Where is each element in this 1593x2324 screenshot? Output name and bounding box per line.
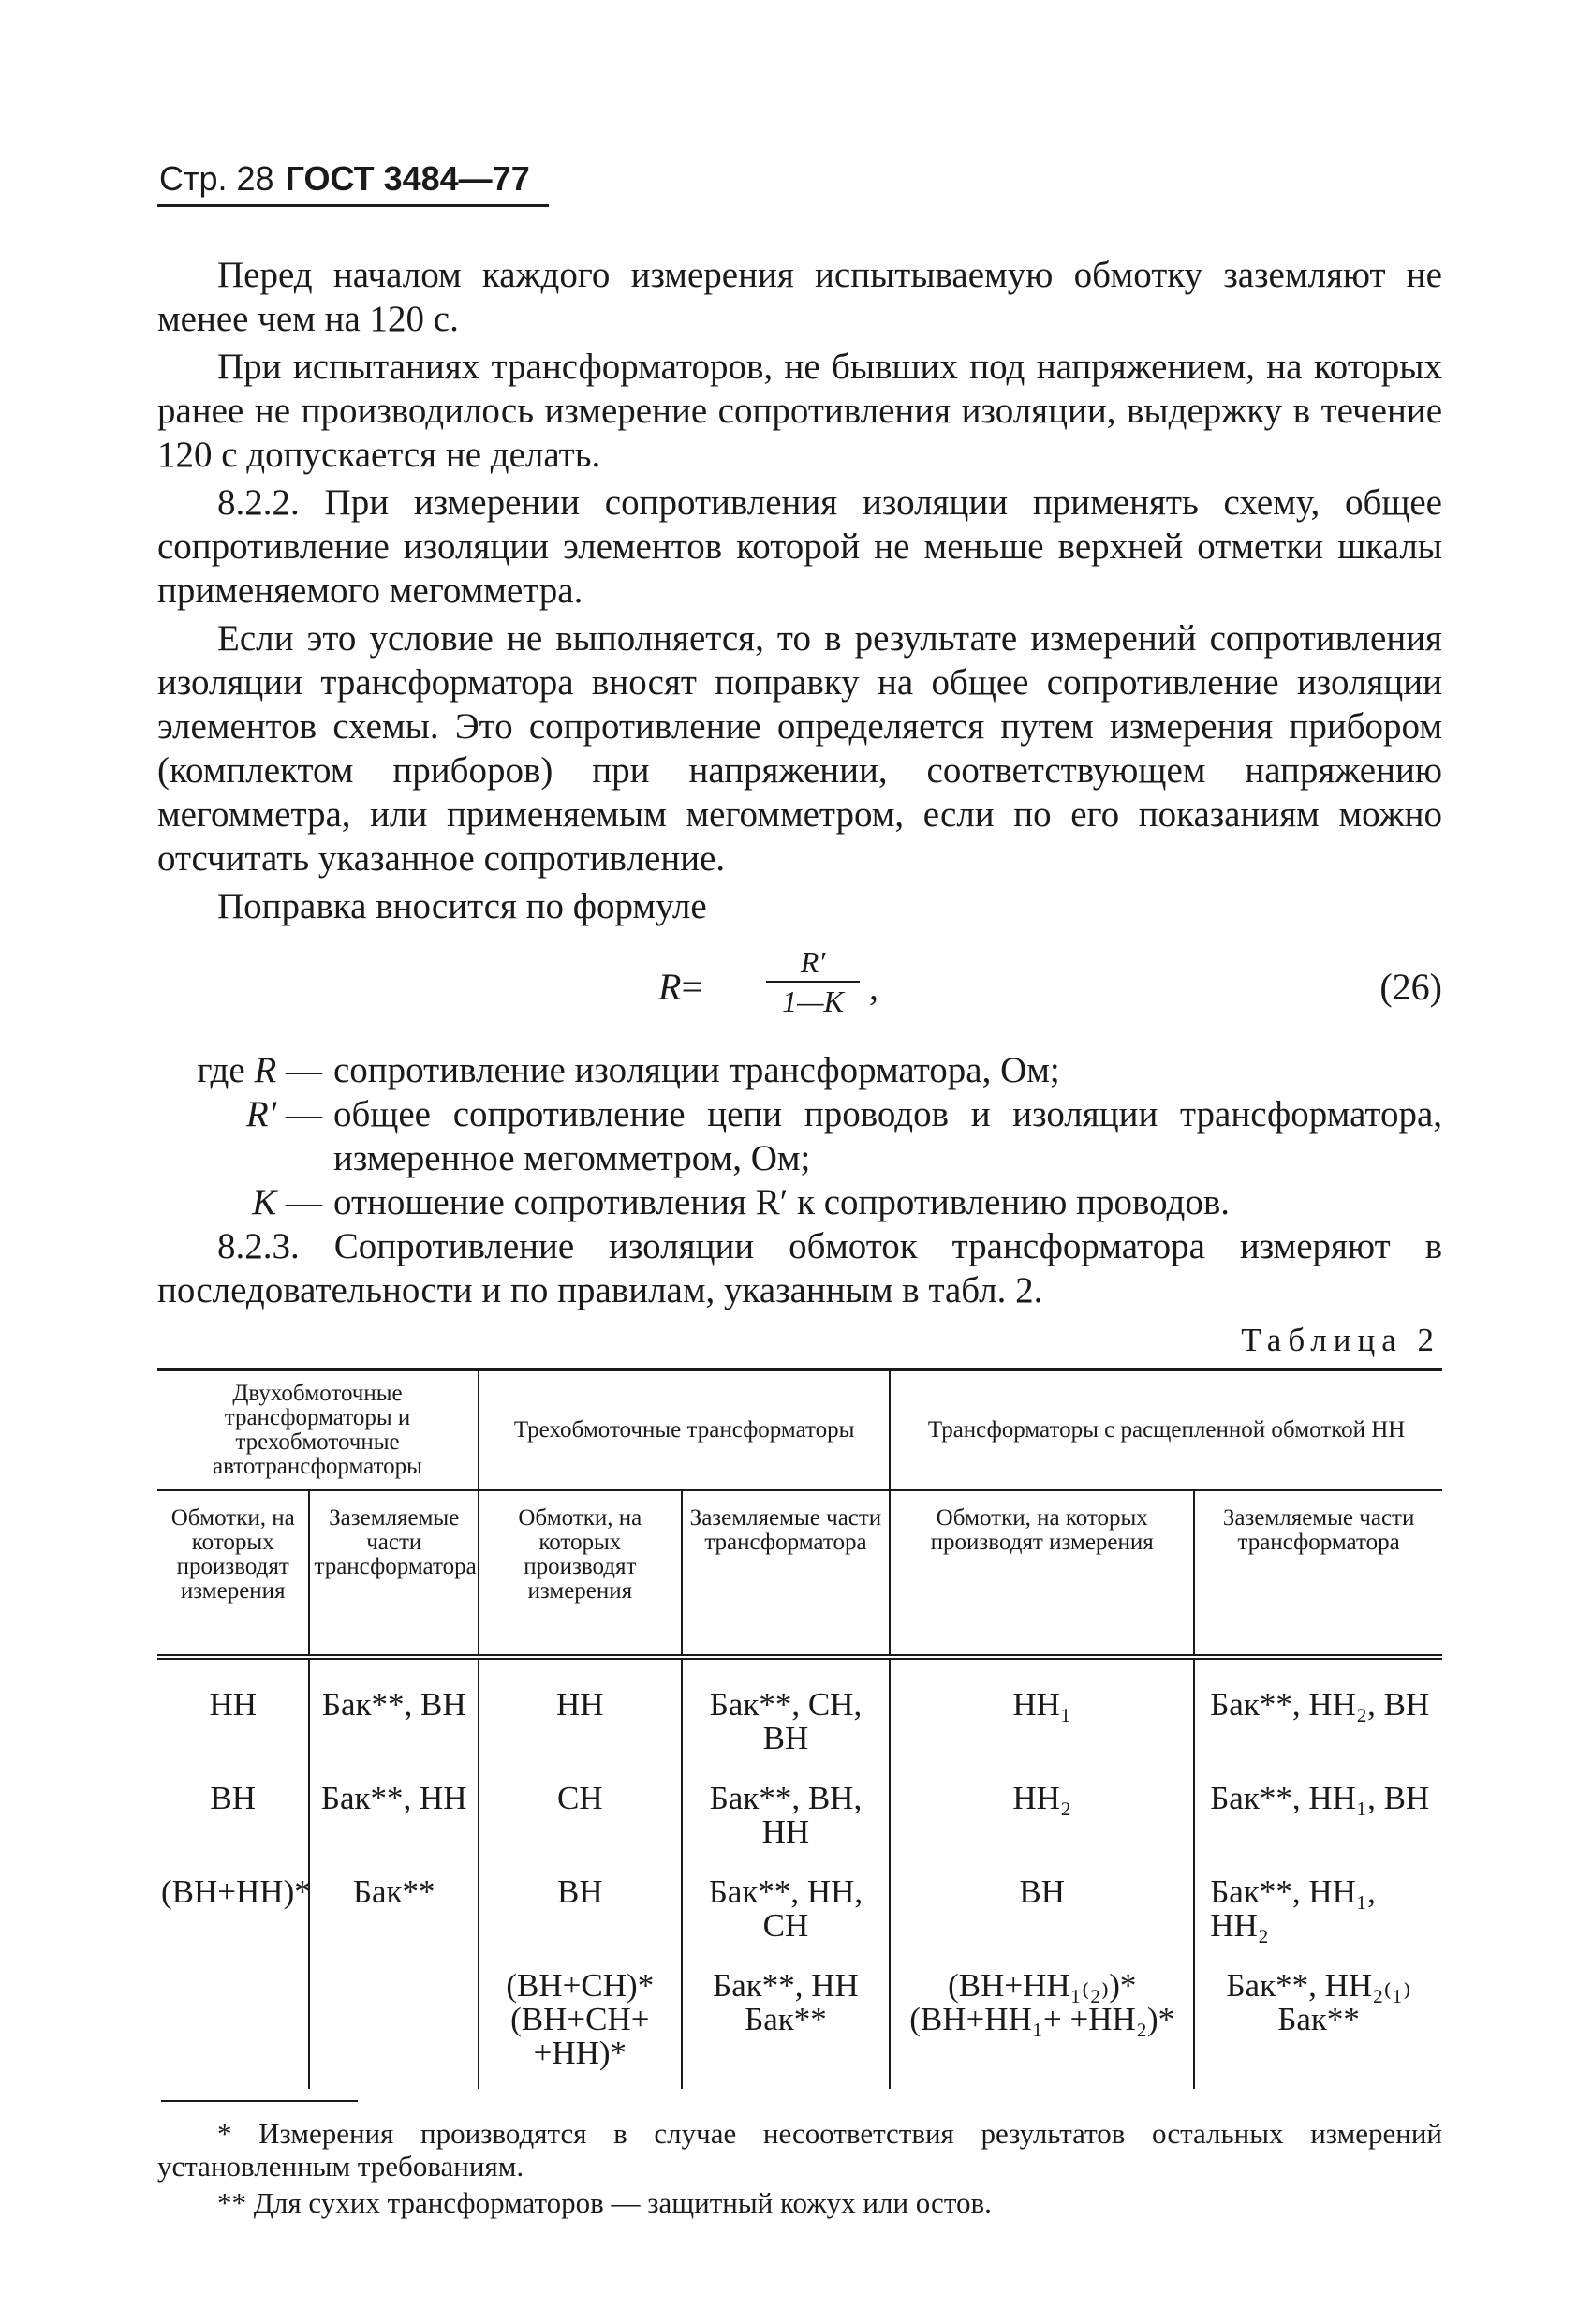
table-row: [157, 1868, 1442, 1961]
footnote: ** Для сухих трансформаторов — защитный кожух или остов.: [217, 2186, 992, 2219]
table-cell: Бак**, НН Бак**: [682, 1961, 891, 2089]
table-cell: [157, 1961, 309, 2089]
footnote: * Измерения производятся в случае несоответствия результатов остальных измерений установленным требованиям.: [157, 2117, 1442, 2183]
paragraph: Поправка вносится по формуле: [217, 886, 707, 926]
column-header: Обмотки, на которых производят измерения: [890, 1490, 1194, 1657]
column-header: Заземляемые части трансформатора: [309, 1490, 479, 1657]
table-row: [157, 1774, 1442, 1868]
table-cell: ВН: [479, 1868, 682, 1961]
definition-symbol: R′: [245, 1094, 277, 1134]
formula-comma: ,: [869, 966, 878, 1008]
table-subheader: [157, 1490, 1442, 1657]
definition-text: сопротивление изоляции трансформатора, Ом;: [333, 1050, 1060, 1090]
formula-lhs: R=: [658, 966, 702, 1008]
column-header: Обмотки, на которых производят измерения: [479, 1490, 682, 1657]
paragraph: 8.2.3. Сопротивление изоляции обмоток трансформатора измеряют в последовательности и по правилам, указанным в табл. 2.: [157, 1226, 1442, 1310]
table-group-header: [157, 1369, 1442, 1490]
table-cell: Бак**, НН: [309, 1774, 479, 1868]
formula-26: [157, 940, 1442, 1044]
column-header: Заземляемые части трансформатора: [1194, 1490, 1442, 1657]
formula-fraction: [766, 945, 860, 1018]
table-cell: Бак**, ВН: [309, 1657, 479, 1774]
definition-text: общее сопротивление цепи проводов и изоляции трансформатора, измеренное мегомметром, Ом;: [333, 1094, 1442, 1178]
column-header: Обмотки, на которых производят измерения: [157, 1490, 309, 1657]
table-cell: Бак**: [309, 1868, 479, 1961]
definition-item: K — отношение сопротивления R′ к сопротивлению проводов.: [157, 1180, 1442, 1224]
definition-symbol: R: [254, 1050, 277, 1090]
table-caption: Таблица 2: [1241, 1322, 1440, 1358]
header-rule: [157, 204, 549, 207]
definition-item: где R — сопротивление изоляции трансформатора, Ом;: [157, 1048, 1442, 1092]
formula-numerator: R′: [800, 945, 826, 979]
fraction-bar: [766, 981, 860, 983]
table-cell: СН: [479, 1774, 682, 1868]
document-body: [157, 253, 1442, 2223]
table-cell: ВН: [157, 1774, 309, 1868]
definition-symbol: K: [252, 1182, 277, 1222]
definition-text: отношение сопротивления R′ к сопротивлению проводов.: [333, 1182, 1231, 1222]
standard-code: ГОСТ 3484—77: [285, 159, 530, 198]
table-cell: Бак**, ВН, НН: [682, 1774, 891, 1868]
column-header: Заземляемые части трансформатора: [682, 1490, 891, 1657]
table-cell: НН: [157, 1657, 309, 1774]
table-cell: НН: [479, 1657, 682, 1774]
table-cell: (ВН+НН₁₍₂₎)* (ВН+НН₁+ +НН₂)*: [890, 1961, 1194, 2089]
paragraph: Если это условие не выполняется, то в результате измерений сопротивления изоляции трансформатора вносят поправку на общее сопротивление изоляции элементов схемы. Это сопротивление определяется путем измерения прибором (комплектом приборов) при напряжении, соответствующем напряжению мегомметра, или применяемым мегомметром, если по его показаниям можно отсчитать указанное сопротивление.: [157, 618, 1442, 879]
paragraph: Перед началом каждого измерения испытываемую обмотку заземляют не менее чем на 120 с.: [157, 255, 1442, 339]
table-cell: ВН: [890, 1868, 1194, 1961]
table-cell: (ВН+СН)* (ВН+СН+ +НН)*: [479, 1961, 682, 2089]
formula-definitions: [157, 1048, 1442, 1224]
table-cell: Бак**, НН₁, НН₂: [1210, 1873, 1376, 1944]
footnote-rule: [161, 2100, 358, 2102]
paragraph: 8.2.2. При измерении сопротивления изоляции применять схему, общее сопротивление изоляции элементов которой не меньше верхней отметки шкалы применяемого мегомметра.: [157, 482, 1442, 611]
table-cell: [309, 1961, 479, 2089]
paragraph: При испытаниях трансформаторов, не бывших под напряжением, на которых ранее не производилось измерение сопротивления изоляции, выдержку в течение 120 с допускается не делать.: [157, 347, 1442, 475]
page-header: [159, 159, 530, 199]
formula-denominator: 1—K: [782, 984, 844, 1018]
table-cell: Бак**, НН₁, ВН: [1210, 1780, 1430, 1816]
formula-number: (26): [1379, 966, 1442, 1008]
table-row: [157, 1657, 1442, 1774]
table-cell: НН₂: [890, 1774, 1194, 1868]
table-cell: Бак**, НН, СН: [682, 1868, 891, 1961]
table-cell: НН₁: [890, 1657, 1194, 1774]
table-2: [157, 1368, 1442, 2089]
table-cell: Бак**, НН₂, ВН: [1210, 1686, 1430, 1723]
definition-item: R′ — общее сопротивление цепи проводов и изоляции трансформатора, измеренное мегомметром, Ом;: [245, 1094, 1442, 1178]
table-cell: Бак**, СН, ВН: [682, 1657, 891, 1774]
table-cell: Бак**, НН₂₍₁₎ Бак**: [1226, 1967, 1411, 2037]
group-header: Двухобмоточные трансформаторы и трехобмоточные автотрансформаторы: [157, 1369, 479, 1490]
table-cell: (ВН+НН)*: [157, 1868, 309, 1961]
table-row: [157, 1961, 1442, 2089]
page-number: Стр. 28: [159, 159, 274, 198]
group-header: Трансформаторы с расщепленной обмоткой НН: [890, 1369, 1442, 1490]
group-header: Трехобмоточные трансформаторы: [479, 1369, 890, 1490]
